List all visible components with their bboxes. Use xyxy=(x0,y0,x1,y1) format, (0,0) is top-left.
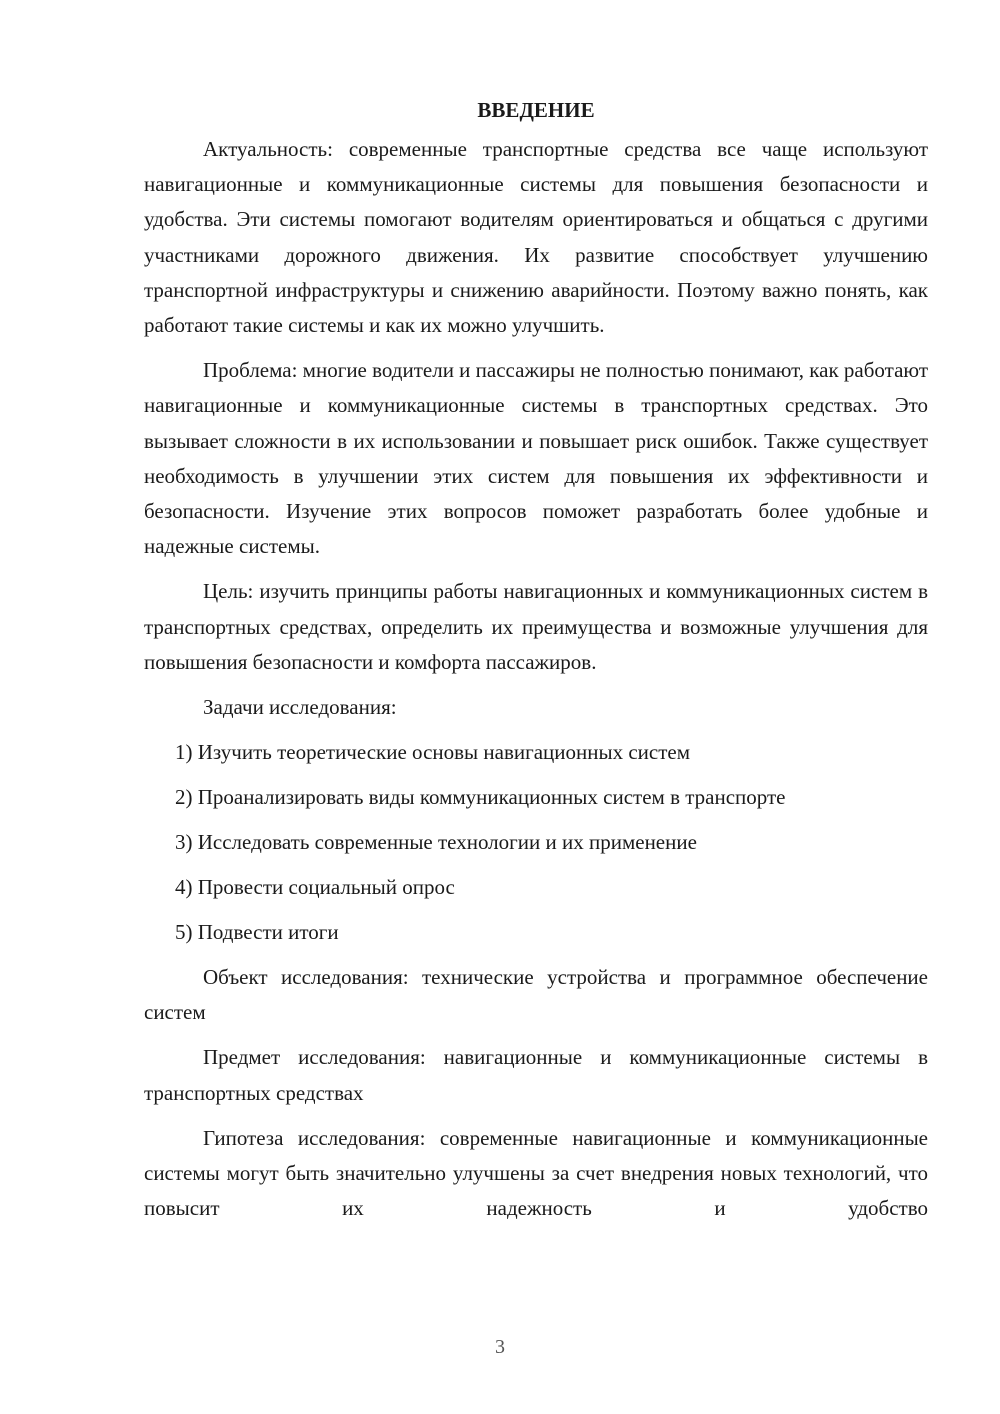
list-item: 5) Подвести итоги xyxy=(175,920,339,945)
list-item: 1) Изучить теоретические основы навигационных систем xyxy=(175,740,691,765)
list-item: 2) Проанализировать виды коммуникационных систем в транспорте xyxy=(175,785,786,810)
tasks-heading: Задачи исследования: xyxy=(203,695,397,720)
page-number: 3 xyxy=(495,1336,505,1358)
paragraph-problem: Проблема: многие водители и пассажиры не полностью понимают, как работают навигационные и коммуникационные системы в транспортных средствах. Это вызывает сложности в их использовании и повышает риск ошибок. Также существует необходимость в улучшении этих систем для повышения их эффективности и безопасности. Изучение этих вопросов поможет разработать более удобные и надежные системы. xyxy=(144,358,929,559)
list-item: 3) Исследовать современные технологии и их применение xyxy=(175,830,697,855)
page-title: ВВЕДЕНИЕ xyxy=(477,98,595,122)
paragraph-relevance: Актуальность: современные транспортные средства все чаще используют навигационные и коммуникационные системы для повышения безопасности и удобства. Эти системы помогают водителям ориентироваться и общаться с другими участниками дорожного движения. Их развитие способствует улучшению транспортной инфраструктуры и снижению аварийности. Поэтому важно понять, как работают такие системы и как их можно улучшить. xyxy=(144,137,928,338)
paragraph-subject: Предмет исследования: навигационные и коммуникационные системы в транспортных средствах xyxy=(144,1045,928,1105)
list-item: 4) Провести социальный опрос xyxy=(175,875,455,900)
paragraph-goal: Цель: изучить принципы работы навигационных и коммуникационных систем в транспортных средствах, определить их преимущества и возможные улучшения для повышения безопасности и комфорта пассажиров. xyxy=(144,579,928,674)
paragraph-hypothesis: Гипотеза исследования: современные навигационные и коммуникационные системы могут быть значительно улучшены за счет внедрения новых технологий, что повысит их надежность и удобство xyxy=(144,1125,928,1221)
tasks-list xyxy=(144,735,928,950)
paragraph-object: Объект исследования: технические устройства и программное обеспечение систем xyxy=(144,965,928,1025)
document-page xyxy=(144,96,928,1236)
